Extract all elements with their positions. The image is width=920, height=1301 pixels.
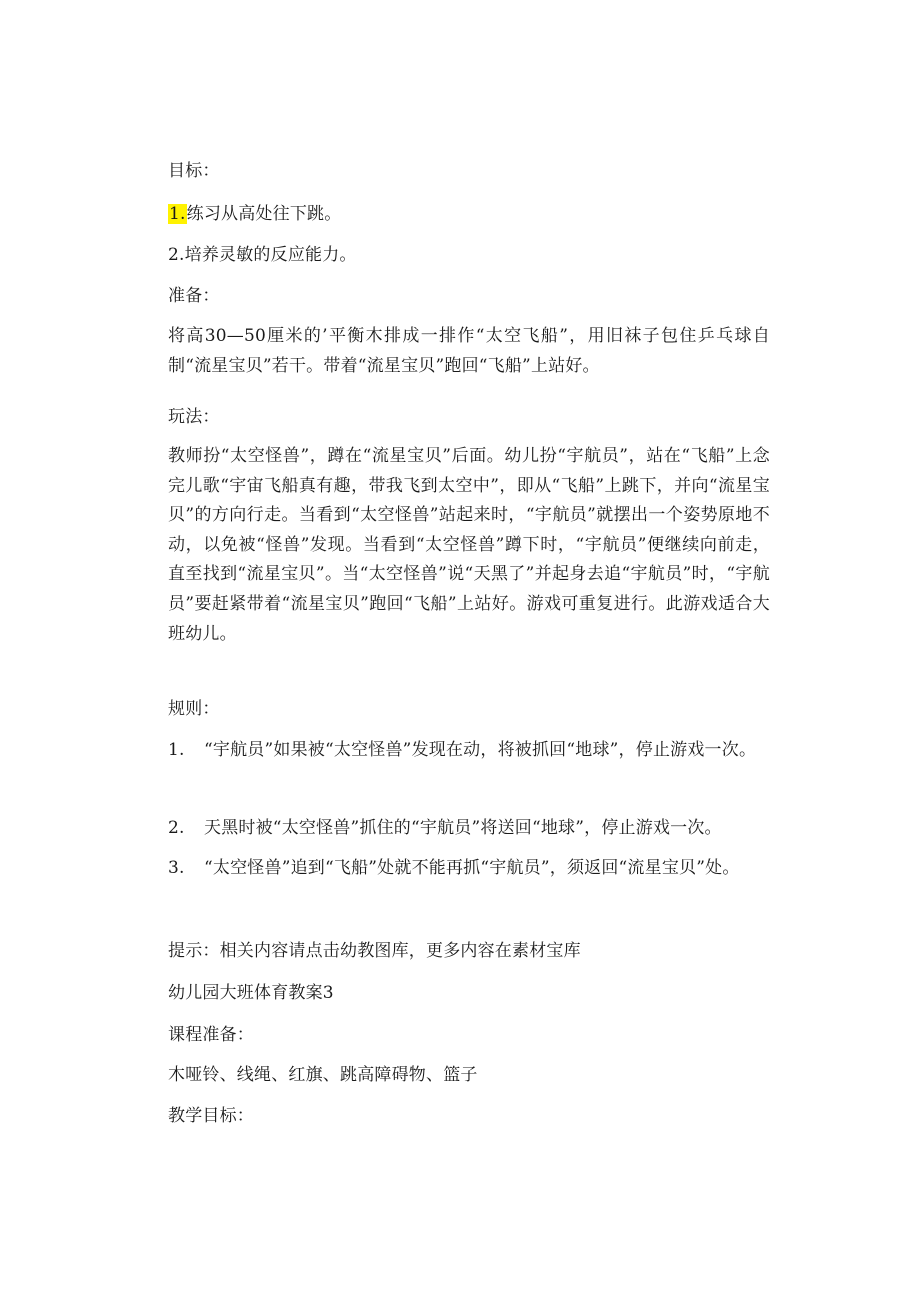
goal-item-1: [168, 203, 341, 225]
goal-item-2: 2.培养灵敏的反应能力。: [168, 245, 357, 265]
highlighted-number: 1.: [169, 204, 186, 224]
course-prep-label: 课程准备：: [168, 1025, 254, 1045]
goal-item-1-text: 练习从高处往下跳。: [186, 204, 342, 224]
rule-number: 3.: [168, 858, 185, 878]
rule-item-2: [168, 814, 770, 844]
rule-number: 2.: [168, 818, 185, 838]
play-label: 玩法：: [168, 407, 220, 427]
rule-text: 天黑时被“太空怪兽”抓住的“宇航员”将送回“地球”，停止游戏一次。: [204, 818, 722, 838]
prep-paragraph: 将高30—50厘米的’平衡木排成一排作“太空飞船”，用旧袜子包住乒乓球自制“流星宝贝”若干。带着“流星宝贝”跑回“飞船”上站好。: [168, 326, 770, 376]
rule-text: “太空怪兽”追到“飞船”处就不能再抓“宇航员”，须返回“流星宝贝”处。: [204, 858, 740, 878]
rule-item-1: [168, 736, 770, 766]
rule-number: 1.: [168, 740, 185, 760]
rule-text: “宇航员”如果被“太空怪兽”发现在动，将被抓回“地球”，停止游戏一次。: [204, 740, 757, 760]
next-section-title: 幼儿园大班体育教案3: [168, 983, 334, 1003]
prep-label: 准备：: [168, 286, 220, 306]
goal-label: 目标：: [168, 161, 220, 181]
rule-item-3: [168, 854, 770, 884]
play-paragraph: 教师扮“太空怪兽”，蹲在“流星宝贝”后面。幼儿扮“宇航员”，站在“飞船”上念完儿歌“宇宙飞船真有趣，带我飞到太空中”，即从“飞船”上跳下，并向“流星宝贝”的方向行走。当看到“太空怪兽”站起来时，“宇航员”就摆出一个姿势原地不动，以免被“怪兽”发现。当看到“太空怪兽”蹲下时，“宇航员”便继续向前走，直至找到“流星宝贝”。当“太空怪兽”说“天黑了”并起身去追“宇航员”时，“宇航员”要赶紧带着“流星宝贝”跑回“飞船”上站好。游戏可重复进行。此游戏适合大班幼儿。: [168, 446, 770, 644]
course-prep-items: 木哑铃、线绳、红旗、跳高障碍物、篮子: [168, 1065, 478, 1085]
teach-goal-label: 教学目标：: [168, 1106, 254, 1126]
tip-text: 提示：相关内容请点击幼教图库，更多内容在素材宝库: [168, 941, 581, 961]
rules-label: 规则：: [168, 699, 220, 719]
